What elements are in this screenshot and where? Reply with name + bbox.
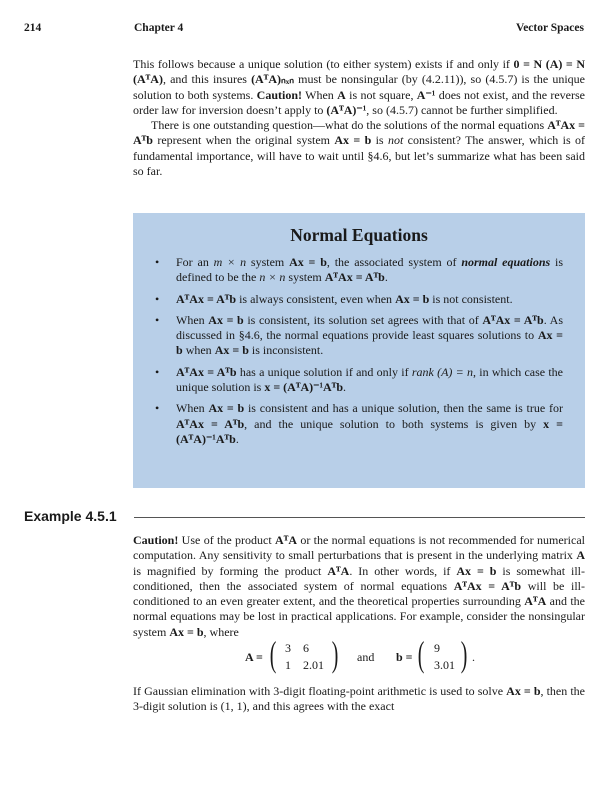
vector-cell: 9 — [434, 641, 440, 655]
vector-b-label: b = — [396, 650, 413, 664]
caution-label: Caution! — [133, 533, 179, 547]
final-paragraph: If Gaussian elimination with 3-digit floating-point arithmetic is used to solve Ax = b, then the 3-digit solution is (1, 1), and this agrees with the exact — [133, 684, 585, 714]
summary-item: • For an m × n system Ax = b, the associated system of normal equations is defined to be the n × n system AᵀAx = Aᵀb. — [155, 255, 563, 285]
right-paren: ) — [331, 634, 339, 674]
example-continuation — [133, 684, 585, 715]
example-heading — [24, 508, 585, 528]
summary-item: • AᵀAx = Aᵀb is always consistent, even when Ax = b is not consistent. — [155, 291, 513, 306]
chapter-title: Chapter 4 — [134, 22, 184, 34]
bullet-icon: • — [155, 312, 160, 327]
matrix-A — [245, 634, 345, 678]
matrix-cell: 3 — [285, 641, 291, 655]
bullet-icon: • — [155, 401, 160, 416]
page-number: 214 — [24, 22, 42, 34]
summary-item: • When Ax = b is consistent, its solution set agrees with that of AᵀAx = Aᵀb. As discussed in §4.6, the normal equations provide least squares solutions to Ax = b when Ax = b is inconsistent. — [155, 312, 563, 358]
heading-rule — [134, 517, 585, 518]
bullet-icon: • — [155, 364, 160, 379]
summary-item: • AᵀAx = Aᵀb has a unique solution if and only if rank (A) = n, in which case the unique solution is x = (AᵀA)⁻¹Aᵀb. — [155, 364, 564, 395]
summary-item: • When Ax = b is consistent and has a unique solution, then the same is true for AᵀAx = Aᵀb, and the unique solution to both systems is given by x = (AᵀA)⁻¹Aᵀb. — [155, 401, 564, 446]
matrix-cell: 6 — [303, 641, 309, 655]
left-paren: ( — [417, 634, 425, 674]
summary-list — [133, 255, 585, 447]
bullet-icon: • — [155, 255, 160, 269]
bullet-icon: • — [155, 291, 160, 306]
vector-b — [396, 634, 476, 678]
example-text — [133, 533, 585, 640]
running-header — [24, 22, 584, 38]
right-paren: ) — [460, 634, 468, 674]
matrix-cell: 1 — [285, 658, 291, 672]
matrix-display — [133, 634, 585, 678]
example-paragraph: Caution! Use of the product AᵀA or the normal equations is not recommended for numerical computation. Any sensitivity to small perturbations that is present in the underlying matrix A is magnified by forming the product AᵀA. In other words, if Ax = b is somewhat ill-conditioned, then the associated system of normal equations AᵀAx = Aᵀb will be ill-conditioned to an even greater extent, and the theoretical properties surrounding AᵀA and the normal equations may be lost in practical applications. For example, consider the nonsingular system Ax = b, where — [133, 533, 586, 639]
period: . — [472, 650, 475, 664]
caution-label: Caution! — [256, 87, 303, 102]
intro-text — [133, 57, 585, 179]
paragraph-2: There is one outstanding question—what do the solutions of the normal equations AᵀAx = Aᵀb represent when the original system Ax = b is not consistent? The answer, which is of fundamental importance, will have to wait until §4.6, but let’s summarize what has been said so far. — [133, 118, 586, 179]
paragraph-1: This follows because a unique solution (to either system) exists if and only if 0 = N (A) = N (AᵀA), and this insures (AᵀA)ₙₓₙ must be nonsingular (by (4.2.11)), so (4.5.7) is the unique solution to both systems. Caution! When A is not square, A⁻¹ does not exist, and the reverse order law for inversion doesn’t apply to (AᵀA)⁻¹, so (4.5.7) cannot be further simplified. — [133, 57, 586, 117]
box-title: Normal Equations — [290, 225, 428, 245]
matrix-A-label: A = — [245, 650, 263, 664]
and-word: and — [357, 650, 375, 664]
left-paren: ( — [269, 634, 277, 674]
vector-cell: 3.01 — [434, 658, 455, 672]
example-label: Example 4.5.1 — [24, 508, 117, 524]
matrix-cell: 2.01 — [303, 658, 324, 672]
normal-equations-box — [133, 213, 585, 488]
section-title: Vector Spaces — [515, 22, 584, 34]
